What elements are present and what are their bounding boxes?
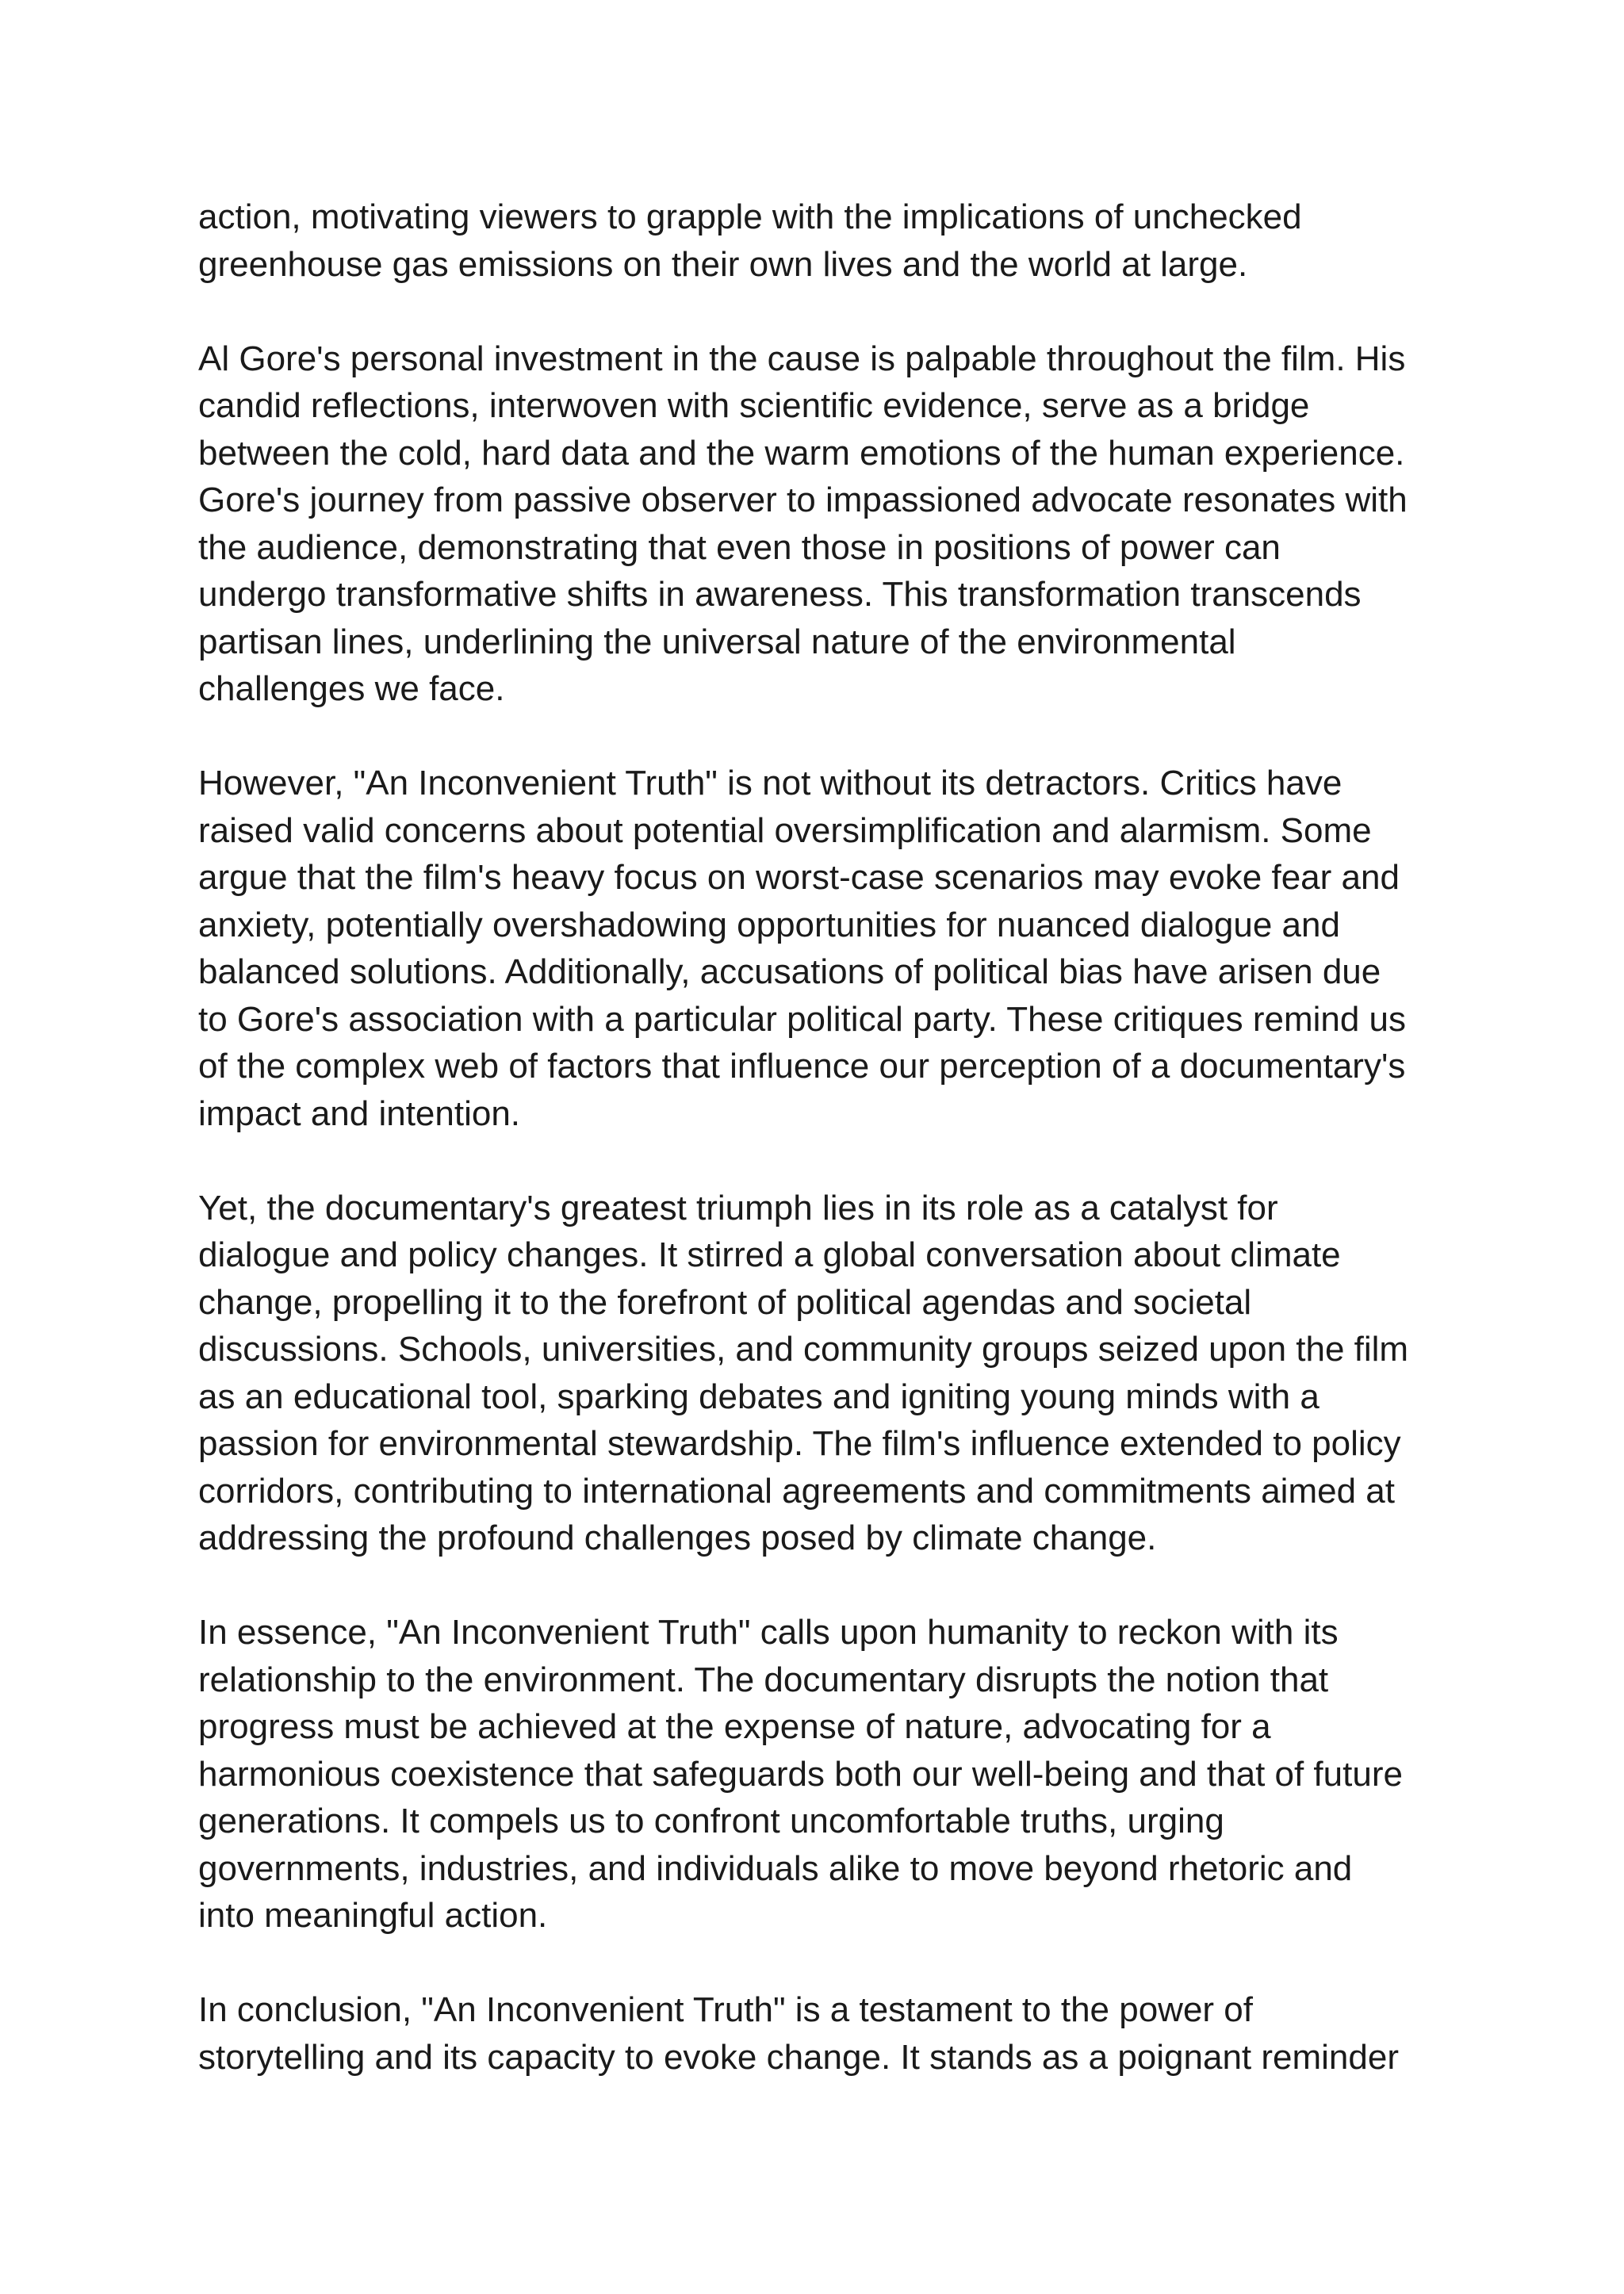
text-line: anxiety, potentially overshadowing opportunities for nuanced dialogue and bbox=[198, 905, 1340, 944]
text-line: addressing the profound challenges posed by climate change. bbox=[198, 1518, 1157, 1557]
text-line: to Gore's association with a particular political party. These critiques remind us bbox=[198, 999, 1407, 1039]
text-line: argue that the film's heavy focus on worst-case scenarios may evoke fear and bbox=[198, 858, 1400, 897]
text-line: challenges we face. bbox=[198, 669, 505, 708]
text-line: relationship to the environment. The documentary disrupts the notion that bbox=[198, 1660, 1329, 1699]
text-line: balanced solutions. Additionally, accusations of political bias have arisen due bbox=[198, 952, 1381, 991]
text-line: discussions. Schools, universities, and community groups seized upon the film bbox=[198, 1330, 1409, 1369]
text-line: as an educational tool, sparking debates and igniting young minds with a bbox=[198, 1377, 1320, 1416]
text-line: storytelling and its capacity to evoke change. It stands as a poignant reminder bbox=[198, 2037, 1399, 2077]
text-line: harmonious coexistence that safeguards both our well-being and that of future bbox=[198, 1754, 1403, 1794]
text-line: corridors, contributing to international agreements and commitments aimed at bbox=[198, 1471, 1395, 1511]
text-line: passion for environmental stewardship. The film's influence extended to policy bbox=[198, 1424, 1401, 1463]
text-line: of the complex web of factors that influence our perception of a documentary's bbox=[198, 1047, 1406, 1086]
text-line: partisan lines, underlining the universal nature of the environmental bbox=[198, 622, 1236, 661]
paragraph-3 bbox=[198, 760, 1451, 1137]
text-line: greenhouse gas emissions on their own lives and the world at large. bbox=[198, 244, 1248, 284]
text-line: action, motivating viewers to grapple with the implications of unchecked bbox=[198, 197, 1302, 236]
text-line: Gore's journey from passive observer to impassioned advocate resonates with bbox=[198, 481, 1408, 519]
text-line: the audience, demonstrating that even those in positions of power can bbox=[198, 527, 1281, 567]
text-line: candid reflections, interwoven with scientific evidence, serve as a bridge bbox=[198, 386, 1310, 425]
paragraph-5 bbox=[198, 1609, 1451, 1940]
document-body bbox=[198, 193, 1451, 2128]
text-line: Al Gore's personal investment in the cause is palpable throughout the film. His bbox=[198, 339, 1406, 378]
text-line: raised valid concerns about potential oversimplification and alarmism. Some bbox=[198, 810, 1372, 850]
paragraph-4 bbox=[198, 1185, 1451, 1562]
text-line: In conclusion, "An Inconvenient Truth" is a testament to the power of bbox=[198, 1990, 1253, 2029]
text-line: between the cold, hard data and the warm emotions of the human experience. bbox=[198, 433, 1405, 473]
paragraph-6 bbox=[198, 1986, 1451, 2081]
text-line: undergo transformative shifts in awareness. This transformation transcends bbox=[198, 575, 1362, 614]
text-line: However, "An Inconvenient Truth" is not without its detractors. Critics have bbox=[198, 764, 1342, 802]
paragraph-2 bbox=[198, 335, 1451, 713]
text-line: impact and intention. bbox=[198, 1093, 521, 1133]
text-line: into meaningful action. bbox=[198, 1896, 548, 1935]
paragraph-1 bbox=[198, 193, 1451, 288]
text-line: change, propelling it to the forefront of political agendas and societal bbox=[198, 1282, 1252, 1322]
text-line: In essence, "An Inconvenient Truth" calls upon humanity to reckon with its bbox=[198, 1613, 1339, 1652]
text-line: generations. It compels us to confront uncomfortable truths, urging bbox=[198, 1802, 1224, 1840]
text-line: Yet, the documentary's greatest triumph lies in its role as a catalyst for bbox=[198, 1188, 1278, 1227]
text-line: dialogue and policy changes. It stirred a global conversation about climate bbox=[198, 1235, 1341, 1274]
text-line: progress must be achieved at the expense of nature, advocating for a bbox=[198, 1707, 1271, 1746]
text-line: governments, industries, and individuals alike to move beyond rhetoric and bbox=[198, 1848, 1353, 1888]
